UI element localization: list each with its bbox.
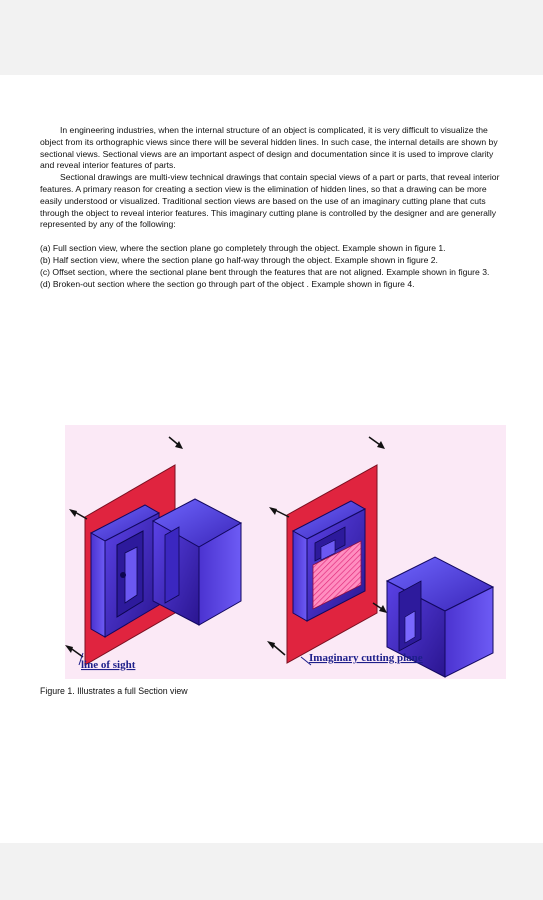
- label-imaginary-cutting-plane: Imaginary cutting plane: [309, 652, 423, 664]
- paragraph-intro: In engineering industries, when the internal structure of an object is complicated, it is very difficult to visualize the object from its orthographic views since there will be several hidden lines. In such case, the internal details are shown by sectional views. Sectional views are an important aspect of design and documentation since it is used to improve clarity and reveal interior features of parts.: [40, 125, 498, 171]
- paragraph-sectional-drawings: Sectional drawings are multi-view technical drawings that contain special views of a part or parts, that reveal interior features. A primary reason for creating a section view is the elimination of hidden lines, so that a drawing can be more easily understood or visualized. Traditional section views are based on the use of an imaginary cutting plane that cuts through the object to reveal interior features. This imaginary cutting plane is controlled by the designer and are generally represented by any of the following:: [40, 172, 500, 230]
- figure-caption: Figure 1. Illustrates a full Section view: [40, 686, 188, 696]
- left-full-section-drawing: [65, 437, 241, 671]
- document-page: [0, 75, 543, 843]
- label-line-of-sight: line of sight: [81, 659, 136, 671]
- right-section-view-drawing: [267, 437, 493, 677]
- section-types-list: [40, 243, 504, 290]
- list-item-half-section: (b) Half section view, where the section plane go half-way through the object. Example shown in figure 2.: [40, 254, 438, 265]
- document-body: [40, 125, 504, 290]
- list-item-full-section: (a) Full section view, where the section plane go completely through the object. Example shown in figure 1.: [40, 243, 446, 254]
- full-section-illustration: [65, 425, 506, 679]
- list-item-broken-out-section: (d) Broken-out section where the section go through part of the object . Example shown in figure 4.: [40, 278, 415, 289]
- list-item-offset-section: (c) Offset section, where the sectional plane bent through the features that are not aligned. Example shown in figure 3.: [40, 266, 490, 277]
- full-section-figure: [65, 425, 506, 679]
